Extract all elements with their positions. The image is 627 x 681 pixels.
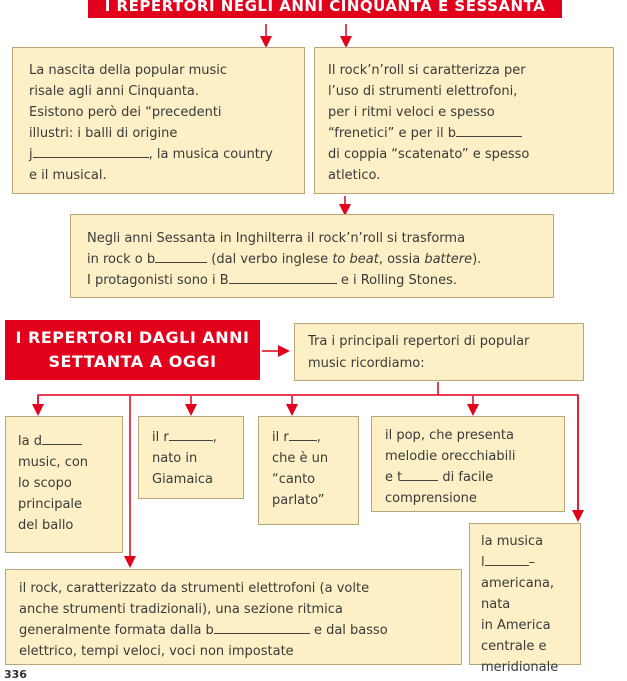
- fill-blank[interactable]: [155, 250, 207, 263]
- fill-blank[interactable]: [456, 124, 522, 137]
- reggae-box: il r , nato in Giamaica: [138, 416, 244, 499]
- section-title-2: I REPERTORI DAGLI ANNI SETTANTA A OGGI: [5, 320, 260, 380]
- pop-box: il pop, che presenta melodie orecchiabili e t di facile comprensione: [371, 416, 565, 512]
- page-number: 336: [4, 668, 27, 681]
- fill-blank[interactable]: [33, 145, 149, 158]
- fill-blank[interactable]: [485, 553, 529, 566]
- fill-blank[interactable]: [42, 432, 82, 445]
- rap-box: il r , che è un “canto parlato”: [258, 416, 359, 525]
- fill-blank[interactable]: [229, 271, 337, 284]
- origins-box: La nascita della popular music risale agli anni Cinquanta. Esistono però dei “precedenti illustri: i balli di origine j , la musica country e il musical.: [12, 47, 305, 194]
- fill-blank[interactable]: [289, 428, 317, 441]
- sixties-box: Negli anni Sessanta in Inghilterra il rock’n’roll si trasforma in rock o b (dal verbo inglese to beat, ossia battere). I protagonisti sono i B e i Rolling Stones.: [70, 214, 554, 298]
- rock-box: il rock, caratterizzato da strumenti elettrofoni (a volte anche strumenti tradizionali), una sezione ritmica generalmente formata dalla b e dal basso elettrico, tempi veloci, voci non impostate: [5, 569, 462, 665]
- disco-box: la d music, con lo scopo principale del ballo: [5, 416, 123, 553]
- fill-blank[interactable]: [214, 621, 310, 634]
- latin-box: la musica l – americana, nata in America centrale e meridionale: [469, 523, 581, 665]
- section-title-1: I REPERTORI NEGLI ANNI CINQUANTA E SESSANTA: [88, 0, 562, 18]
- rocknroll-box: Il rock’n’roll si caratterizza per l’uso di strumenti elettrofoni, per i ritmi veloci e spesso “frenetici” e per il b di coppia “scatenato” e spesso atletico.: [314, 47, 614, 194]
- intro-box: Tra i principali repertori di popular music ricordiamo:: [294, 323, 584, 381]
- fill-blank[interactable]: [402, 468, 438, 481]
- fill-blank[interactable]: [169, 428, 213, 441]
